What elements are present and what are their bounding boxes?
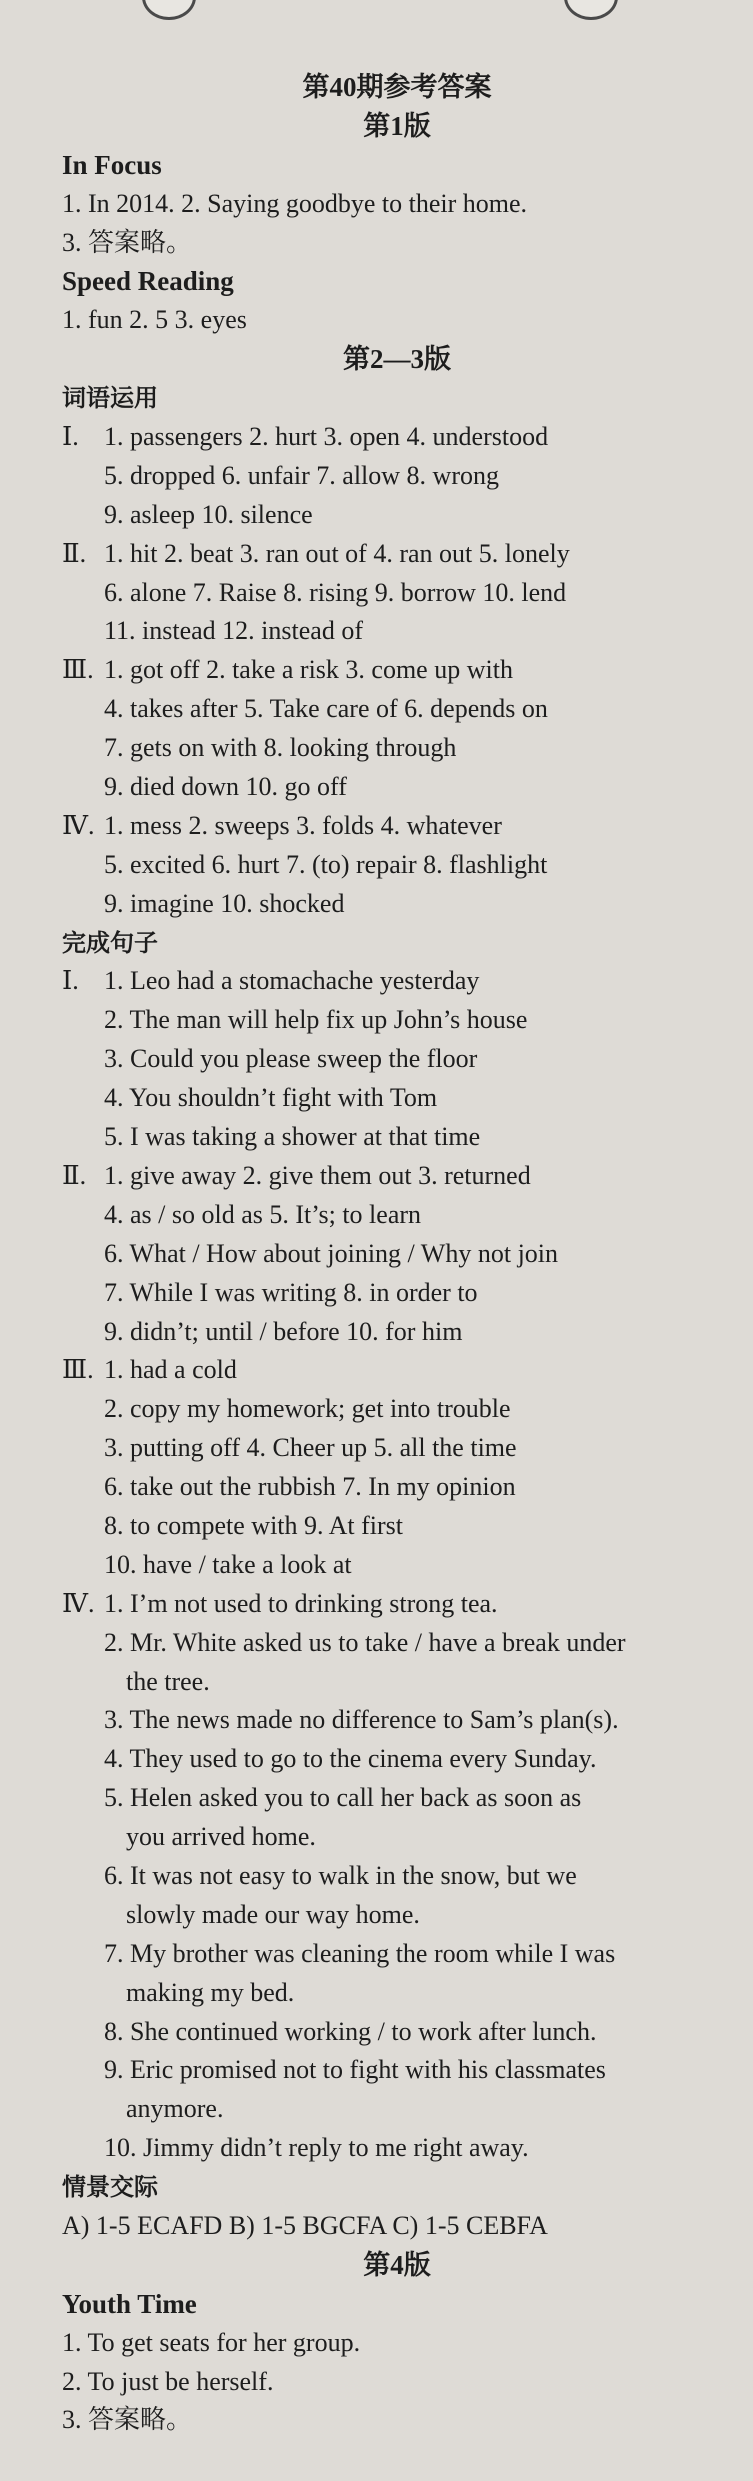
answer-line: 9. imagine 10. shocked — [104, 888, 345, 918]
section-heading: 情景交际 — [62, 2173, 158, 2202]
answer-line: A) 1-5 ECAFD B) 1-5 BGCFA C) 1-5 CEBFA — [62, 2210, 548, 2240]
group-number: Ⅳ. — [62, 810, 95, 840]
group-number: Ⅲ. — [62, 1355, 94, 1385]
answer-line: making my bed. — [126, 1977, 295, 2007]
answer-text: 1. hit 2. beat 3. ran out of 4. ran out 5. lonely — [104, 538, 570, 568]
group-number: Ⅲ. — [62, 655, 94, 685]
answer-line: 9. died down 10. go off — [104, 772, 347, 802]
answer-line: 7. While I was writing 8. in order to — [104, 1277, 478, 1307]
answer-line: 7. My brother was cleaning the room while I was — [104, 1938, 616, 1968]
answer-line: 7. gets on with 8. looking through — [104, 733, 457, 763]
answer-line: 5. Helen asked you to call her back as soon as — [104, 1783, 582, 1813]
answer-line — [62, 1351, 732, 1390]
answer-line: 6. take out the rubbish 7. In my opinion — [104, 1472, 516, 1502]
answer-line: 2. Mr. White asked us to take / have a break under — [104, 1627, 626, 1657]
answer-line: 4. as / so old as 5. It’s; to learn — [104, 1199, 422, 1229]
answer-text: 1. I’m not used to drinking strong tea. — [104, 1588, 498, 1618]
answer-line — [62, 1585, 732, 1624]
answer-line: 8. She continued working / to work after lunch. — [104, 2016, 597, 2046]
answer-line: 9. Eric promised not to fight with his classmates — [104, 2055, 606, 2085]
answer-line — [62, 418, 732, 457]
answer-line: slowly made our way home. — [126, 1899, 420, 1929]
answer-line: 2. The man will help fix up John’s house — [104, 1005, 528, 1035]
answer-line: 10. Jimmy didn’t reply to me right away. — [104, 2133, 529, 2163]
answer-line: 2. copy my homework; get into trouble — [104, 1394, 511, 1424]
group-number: Ⅱ. — [62, 1160, 87, 1190]
answer-line: 1. To get seats for her group. — [62, 2327, 361, 2357]
answer-line: 3. Could you please sweep the floor — [104, 1044, 478, 1074]
page-title: 第40期参考答案 — [302, 72, 492, 102]
group-number: Ⅰ. — [62, 966, 79, 996]
answer-line — [62, 1157, 732, 1196]
answer-line: 1. fun 2. 5 3. eyes — [62, 305, 247, 335]
answer-line: 9. asleep 10. silence — [104, 499, 313, 529]
answer-line: anymore. — [126, 2094, 224, 2124]
answer-text: 1. passengers 2. hurt 3. open 4. understood — [104, 422, 549, 452]
answer-line: 6. It was not easy to walk in the snow, but we — [104, 1860, 577, 1890]
answer-line: 1. In 2014. 2. Saying goodbye to their home. — [62, 188, 528, 218]
answer-line: 4. takes after 5. Take care of 6. depends on — [104, 694, 548, 724]
answer-line: you arrived home. — [126, 1822, 316, 1852]
answer-line: 2. To just be herself. — [62, 2366, 274, 2396]
answer-line: 3. 答案略。 — [62, 2405, 193, 2435]
answer-text: 1. give away 2. give them out 3. returned — [104, 1160, 531, 1190]
answer-line: 3. The news made no difference to Sam’s plan(s). — [104, 1705, 619, 1735]
answer-line: 5. dropped 6. unfair 7. allow 8. wrong — [104, 460, 499, 490]
group-number: Ⅳ. — [62, 1588, 95, 1618]
answer-line: 9. didn’t; until / before 10. for him — [104, 1316, 463, 1346]
answer-line: 4. They used to go to the cinema every Sunday. — [104, 1744, 597, 1774]
section-heading: Speed Reading — [62, 266, 234, 297]
answer-text: 1. got off 2. take a risk 3. come up with — [104, 655, 513, 685]
answer-line: 5. I was taking a shower at that time — [104, 1122, 481, 1152]
answer-line: the tree. — [126, 1666, 210, 1696]
answer-line: 6. alone 7. Raise 8. rising 9. borrow 10. lend — [104, 577, 567, 607]
answer-text: 1. Leo had a stomachache yesterday — [104, 966, 480, 996]
edition-heading: 第1版 — [363, 110, 431, 141]
answer-line: 3. 答案略。 — [62, 227, 193, 257]
edition-heading: 第2—3版 — [343, 344, 451, 375]
answer-line — [62, 962, 732, 1001]
section-heading: Youth Time — [62, 2288, 197, 2319]
answer-line: 10. have / take a look at — [104, 1549, 352, 1579]
answer-line: 3. putting off 4. Cheer up 5. all the time — [104, 1433, 517, 1463]
answer-line: 8. to compete with 9. At first — [104, 1510, 403, 1540]
group-number: Ⅱ. — [62, 538, 87, 568]
answer-text: 1. had a cold — [104, 1355, 237, 1385]
answer-line — [62, 535, 732, 574]
answer-line — [62, 651, 732, 690]
section-heading: 完成句子 — [62, 928, 158, 957]
edition-heading: 第4版 — [363, 2249, 431, 2280]
binder-hole-right — [564, 0, 618, 20]
answer-key-page — [62, 68, 732, 2440]
answer-line: 6. What / How about joining / Why not join — [104, 1238, 559, 1268]
answer-line: 5. excited 6. hurt 7. (to) repair 8. flashlight — [104, 849, 548, 879]
binder-hole-left — [142, 0, 196, 20]
section-heading: 词语运用 — [62, 384, 158, 413]
answer-line: 11. instead 12. instead of — [104, 616, 363, 646]
section-heading: In Focus — [62, 149, 162, 180]
answer-text: 1. mess 2. sweeps 3. folds 4. whatever — [104, 810, 502, 840]
answer-line: 4. You shouldn’t fight with Tom — [104, 1083, 438, 1113]
answer-line — [62, 807, 732, 846]
group-number: Ⅰ. — [62, 422, 79, 452]
